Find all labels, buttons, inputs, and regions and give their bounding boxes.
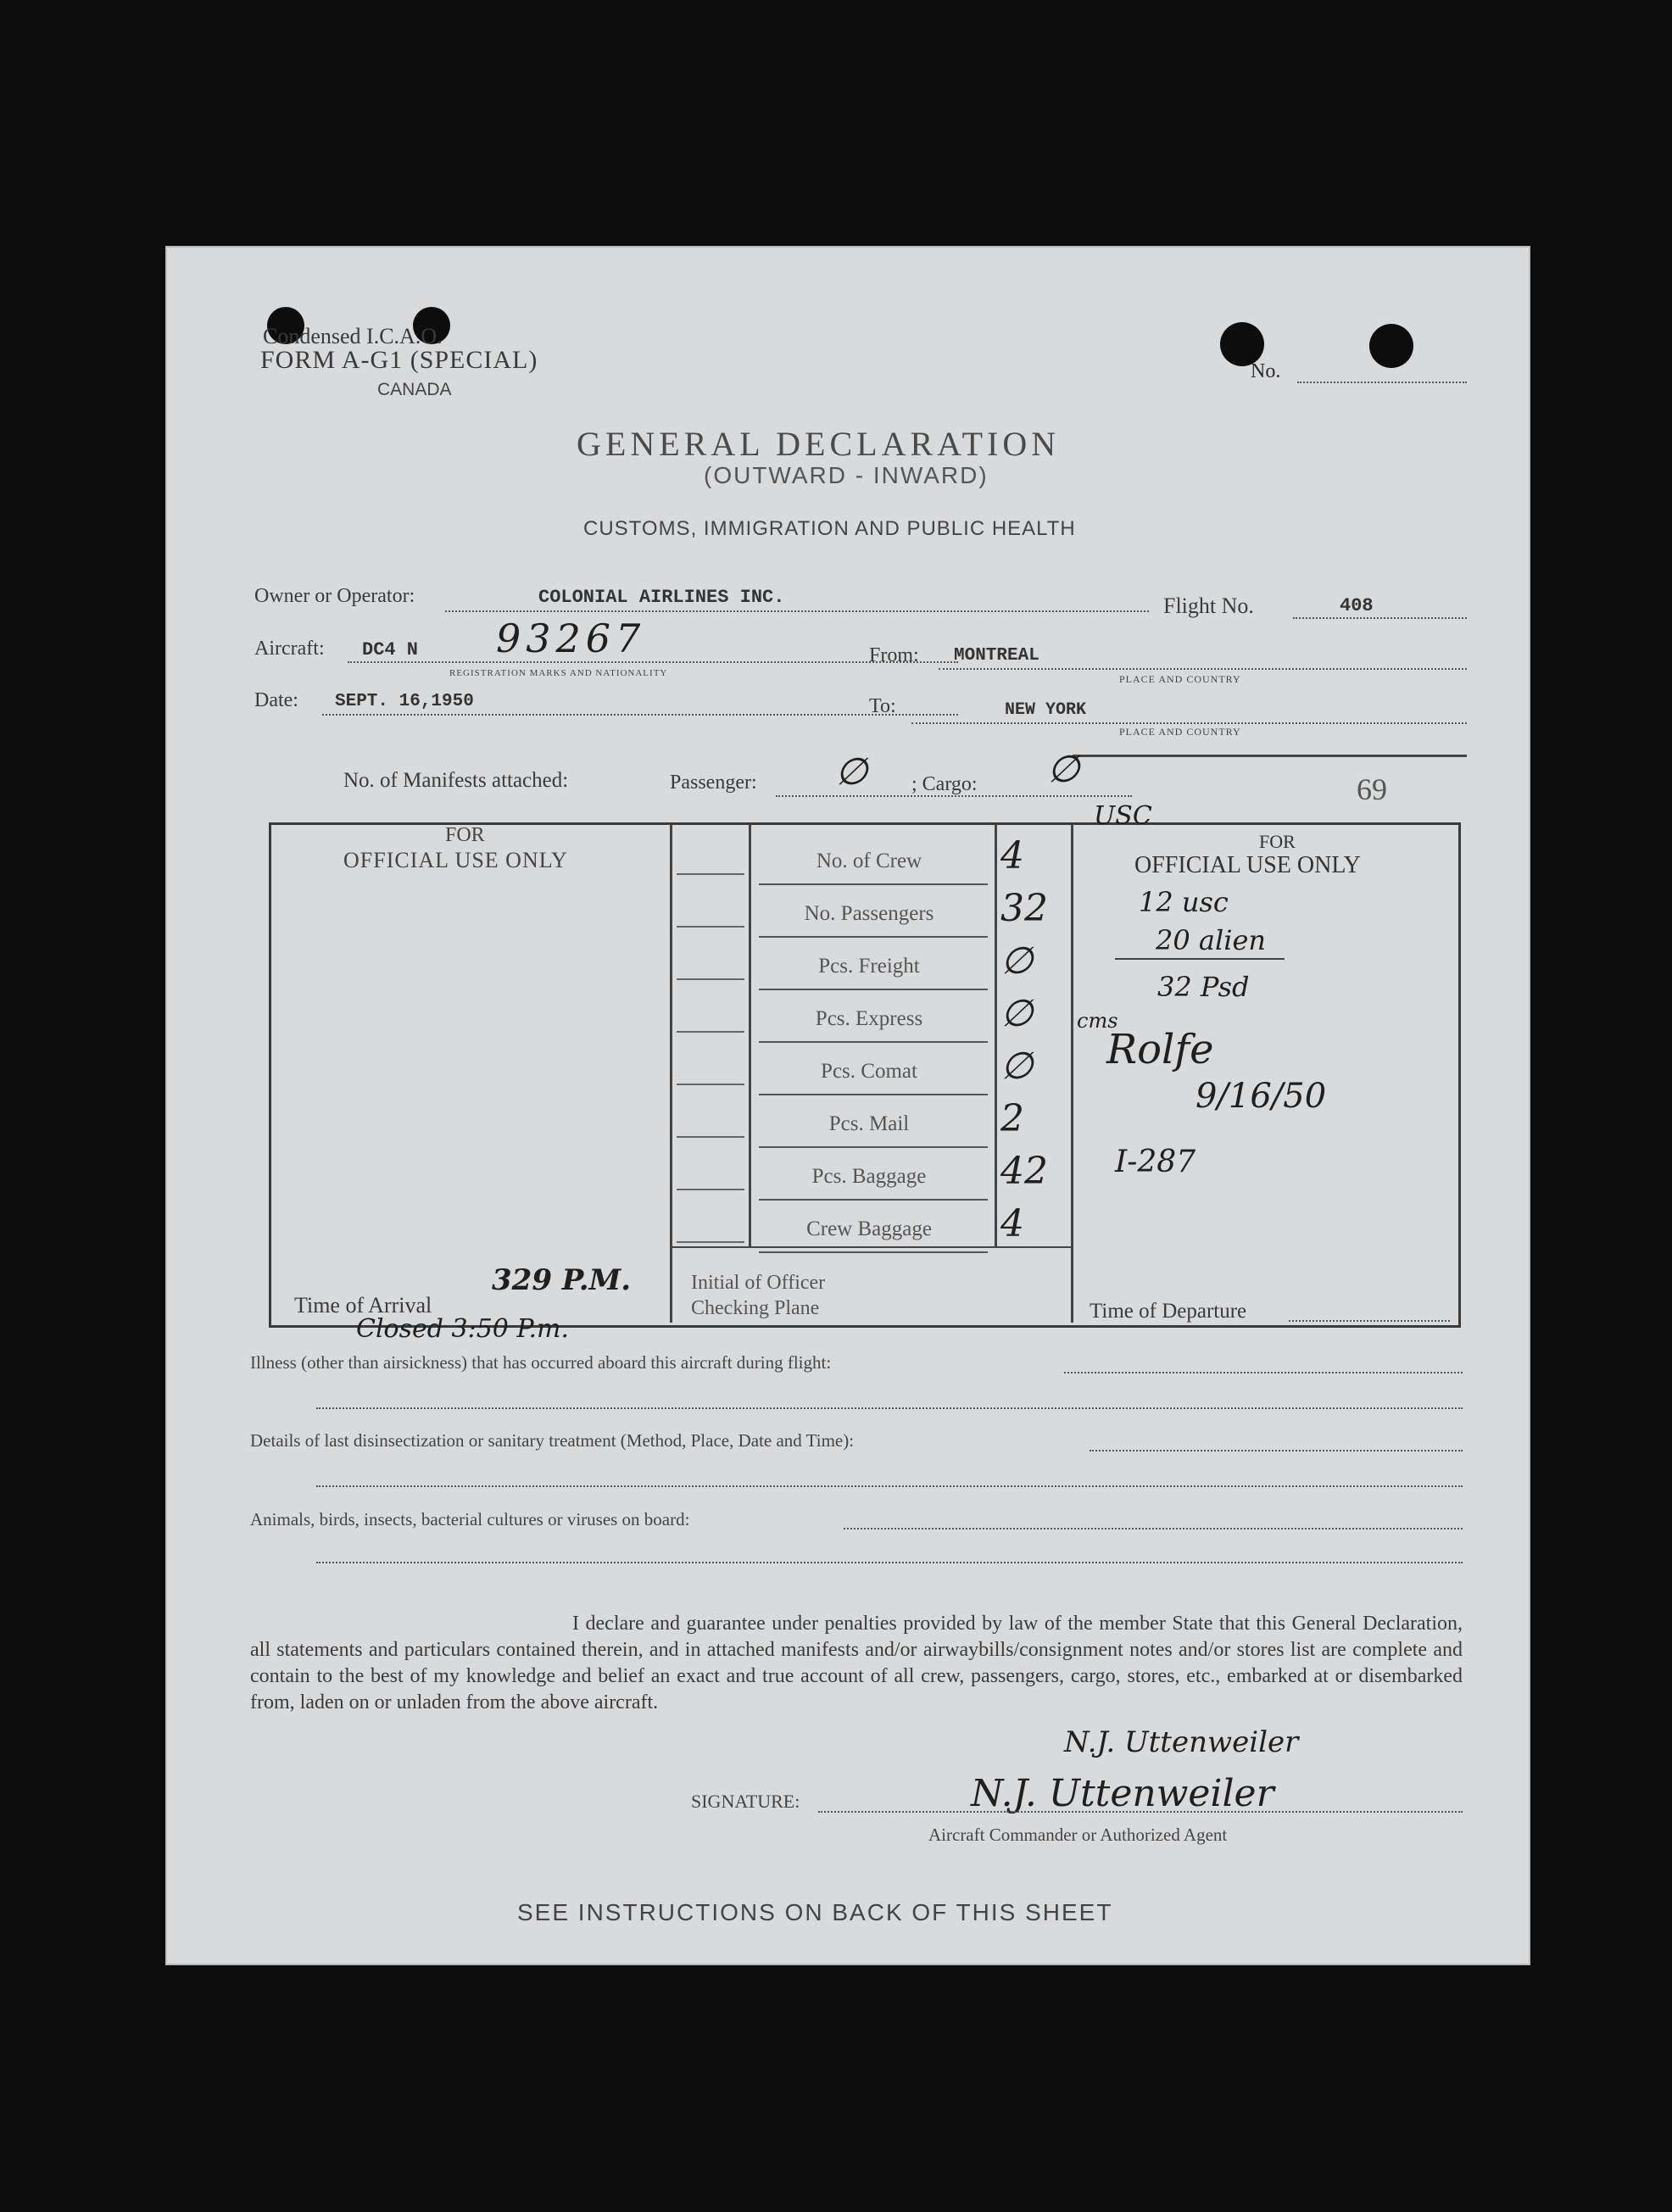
flight-value: 408	[1340, 595, 1374, 616]
count-label: Pcs. Freight	[818, 955, 920, 978]
count-tick-line	[677, 1084, 744, 1085]
form-line-2: FORM A-G1 (SPECIAL)	[260, 346, 538, 374]
right-note-2: 20 alien	[1156, 924, 1266, 956]
departure-label: Time of Departure	[1090, 1300, 1247, 1323]
animals-label: Animals, birds, insects, bacterial cultures or viruses on board:	[250, 1509, 690, 1529]
signature-label: SIGNATURE:	[691, 1791, 800, 1812]
count-label: Pcs. Express	[815, 1007, 923, 1030]
form-line-1: Condensed I.C.A.O.	[263, 324, 443, 348]
count-row-line	[759, 1199, 988, 1201]
count-row-line	[759, 1094, 988, 1095]
aircraft-handwritten: 93267	[496, 616, 646, 661]
count-value: 32	[1000, 887, 1048, 930]
box-divider-2	[749, 824, 751, 1248]
usc-note: USC	[1094, 801, 1152, 831]
flight-line	[1293, 617, 1467, 619]
aircraft-value: DC4 N	[362, 639, 419, 660]
count-tick-line	[677, 926, 744, 928]
count-label: Pcs. Comat	[821, 1060, 917, 1083]
arrival-label: Time of Arrival	[294, 1293, 432, 1318]
count-row-line	[759, 883, 988, 885]
signature-caption: Aircraft Commander or Authorized Agent	[928, 1825, 1228, 1845]
box-initial-rule	[672, 1246, 1072, 1248]
illness-label: Illness (other than airsickness) that has occurred aboard this aircraft during flight:	[250, 1352, 832, 1373]
place-caption-from: PLACE AND COUNTRY	[1119, 673, 1241, 685]
count-label: Pcs. Mail	[828, 1112, 910, 1135]
arrival-time: 329 P.M.	[492, 1263, 632, 1297]
punch-hole-4	[1369, 324, 1413, 368]
flight-label: Flight No.	[1163, 593, 1254, 618]
right-official-text: OFFICIAL USE ONLY	[1134, 852, 1361, 878]
disinsect-label: Details of last disinsectization or sanitary treatment (Method, Place, Date and Time):	[250, 1430, 855, 1451]
count-label: No. of Crew	[816, 850, 922, 872]
aircraft-label: Aircraft:	[254, 638, 325, 660]
count-tick-line	[677, 1136, 744, 1138]
to-value: NEW YORK	[1005, 700, 1087, 720]
count-tick-line	[677, 1189, 744, 1190]
count-row-line	[759, 1251, 988, 1253]
manifest-cargo-value: ∅	[1047, 748, 1080, 791]
manifest-cargo-label: ; Cargo:	[911, 773, 978, 795]
count-tick-line	[677, 978, 744, 980]
aircraft-line	[348, 661, 958, 663]
count-value: 4	[1000, 1202, 1024, 1245]
illness-line-2	[316, 1407, 1463, 1409]
count-label: Pcs. Baggage	[811, 1165, 927, 1188]
owner-value: COLONIAL AIRLINES INC.	[538, 587, 785, 608]
right-note-rule	[1115, 958, 1285, 960]
owner-label: Owner or Operator:	[254, 585, 415, 607]
count-tick-line	[677, 1241, 744, 1243]
manifest-passenger-value: ∅	[835, 750, 868, 794]
count-tick-line	[677, 873, 744, 875]
signature-handwritten: N.J. Uttenweiler	[971, 1772, 1274, 1815]
count-row-line	[759, 1041, 988, 1043]
departure-line	[1289, 1320, 1450, 1322]
count-value: ∅	[1000, 992, 1034, 1035]
agencies-line: CUSTOMS, IMMIGRATION AND PUBLIC HEALTH	[583, 517, 1076, 540]
illness-line-1	[1064, 1372, 1463, 1373]
place-caption-to: PLACE AND COUNTRY	[1119, 726, 1241, 738]
right-note-1: 12 usc	[1139, 886, 1229, 918]
manifest-line	[776, 795, 1132, 797]
count-label: No. Passengers	[804, 902, 934, 925]
right-cms: cms	[1077, 1009, 1118, 1033]
right-date: 9/16/50	[1195, 1077, 1327, 1116]
count-value: 42	[1000, 1150, 1048, 1193]
disinsect-line-2	[316, 1485, 1463, 1487]
manifest-number: 69	[1357, 772, 1387, 806]
count-label: Crew Baggage	[806, 1217, 932, 1240]
manifests-label: No. of Manifests attached:	[343, 769, 569, 792]
registration-caption: REGISTRATION MARKS AND NATIONALITY	[449, 668, 668, 678]
form-sheet	[165, 246, 1530, 1965]
disinsect-line-1	[1090, 1450, 1463, 1451]
owner-line	[445, 610, 1149, 612]
manifest-top-rule	[1073, 755, 1467, 757]
signature-above: N.J. Uttenweiler	[1064, 1725, 1299, 1759]
count-row-line	[759, 1146, 988, 1148]
declaration-text: I declare and guarantee under penalties provided by law of the member State that this General Declaration, all statements and particulars contained therein, and in attached manifests and/or airwaybills/consignment notes and/or stores list are complete and contain to the best of my knowledge and belief an exact and true account of all crew, passengers, cargo, stores, etc., embarked at or disembarked from, laden on or unladen from the above aircraft.	[250, 1613, 1463, 1713]
left-official-text: OFFICIAL USE ONLY	[343, 848, 568, 872]
count-value: ∅	[1000, 1045, 1034, 1088]
count-value: 2	[1000, 1097, 1024, 1140]
form-subtitle: (OUTWARD - INWARD)	[704, 462, 989, 488]
number-line	[1297, 382, 1467, 383]
count-row-line	[759, 989, 988, 990]
from-label: From:	[869, 644, 919, 666]
from-line	[939, 668, 1467, 670]
to-label: To:	[869, 695, 896, 717]
from-value: MONTREAL	[954, 646, 1039, 666]
right-note-3: 32 Psd	[1157, 971, 1250, 1003]
count-tick-line	[677, 1031, 744, 1033]
initial-line-2: Checking Plane	[691, 1297, 820, 1319]
number-label: No.	[1251, 360, 1281, 382]
count-value: 4	[1000, 834, 1024, 878]
manifest-passenger-label: Passenger:	[670, 772, 757, 794]
right-official-for: FOR	[1259, 831, 1296, 852]
date-label: Date:	[254, 689, 298, 711]
to-line	[911, 722, 1467, 724]
right-ref: I-287	[1115, 1145, 1196, 1179]
left-official-for: FOR	[445, 824, 485, 846]
form-country: CANADA	[377, 380, 452, 399]
date-value: SEPT. 16,1950	[335, 692, 474, 711]
box-divider-3	[995, 824, 997, 1248]
footer-instructions: SEE INSTRUCTIONS ON BACK OF THIS SHEET	[517, 1899, 1113, 1925]
closed-time: Closed 3:50 P.m.	[356, 1314, 570, 1344]
signature-line	[818, 1811, 1463, 1813]
animals-line-2	[316, 1562, 1463, 1563]
initial-line-1: Initial of Officer	[691, 1272, 826, 1294]
date-line	[322, 714, 958, 716]
form-title: GENERAL DECLARATION	[577, 425, 1061, 463]
right-signature: Rolfe	[1106, 1026, 1214, 1073]
count-value: ∅	[1000, 939, 1034, 983]
count-row-line	[759, 936, 988, 938]
animals-line-1	[844, 1528, 1463, 1529]
